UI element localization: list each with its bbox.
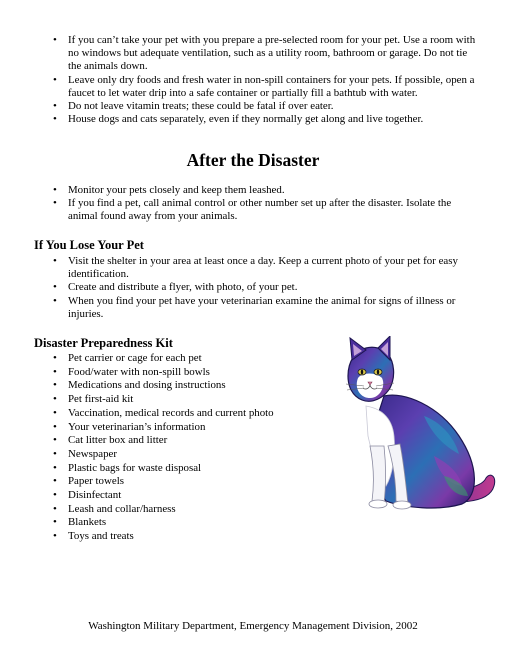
footer-credit: Washington Military Department, Emergency Management Division, 2002 [88,620,418,632]
list-item: • House dogs and cats separately, even if they normally get along and live together. [53,113,424,126]
bullet-icon: • [53,281,57,294]
bullet-icon: • [53,184,57,196]
list-item: • Do not leave vitamin treats; these could be fatal if over eater. [53,100,334,113]
list-item: • Medications and dosing instructions [53,379,226,392]
list-item: • Your veterinarian’s information [53,420,206,433]
bullet-icon: • [53,73,57,86]
bullet-icon: • [53,34,57,46]
bullet-icon: • [53,113,57,126]
bullet-icon: • [53,447,57,460]
list-item: • Leash and collar/harness [53,502,176,515]
bullet-icon: • [53,294,57,307]
list-item: • If you can’t take your pet with you prepare a pre-selected room for your pet. Use a room with no windows but adequate ventilation, such as a utility room, bathroom or garage. Do not tie the animals down. [53,34,476,73]
list-item: • Create and distribute a flyer, with photo, of your pet. [53,281,298,294]
bullet-icon: • [53,489,57,502]
list-item: • Pet carrier or cage for each pet [53,352,202,364]
bullet-icon: • [53,365,57,378]
lose-pet-list [53,255,480,321]
list-item: • Blankets [53,516,107,529]
list-item: • Disinfectant [53,489,122,502]
list-item: • Toys and treats [53,530,134,543]
list-item: • Newspaper [53,447,117,460]
list-item: • When you find your pet have your veterinarian examine the animal for signs of illness or injuries. [53,294,456,320]
list-item: • Leave only dry foods and fresh water in non-spill containers for your pets. If possible, open a faucet to let water drip into a safe container or partially fill a bathtub with water. [53,73,475,99]
bullet-icon: • [53,379,57,392]
bullet-icon: • [53,516,57,529]
list-item: • Pet first-aid kit [53,393,134,406]
list-item: • Cat litter box and litter [53,434,168,447]
bullet-icon: • [53,197,57,210]
lose-pet-heading: If You Lose Your Pet [34,238,144,252]
bullet-icon: • [53,100,57,113]
bullet-icon: • [53,475,57,488]
list-item: • Visit the shelter in your area at least once a day. Keep a current photo of your pet for easy identification. [53,255,458,281]
bullet-icon: • [53,406,57,419]
list-item: • Food/water with non-spill bowls [53,365,210,378]
bullet-icon: • [53,502,57,515]
bullet-icon: • [53,352,57,364]
bullet-icon: • [53,393,57,406]
bullet-icon: • [53,461,57,474]
preparedness-kit-heading: Disaster Preparedness Kit [34,336,173,350]
after-disaster-heading: After the Disaster [186,150,320,170]
after-disaster-list [53,184,480,224]
bullet-icon: • [53,530,57,543]
bullet-icon: • [53,434,57,447]
bullet-icon: • [53,420,57,433]
list-item: • If you find a pet, call animal control or other number set up after the disaster. Isolate the animal found away from your animals. [53,197,452,223]
list-item: • Vaccination, medical records and current photo [53,406,274,419]
preparedness-kit-list [53,352,308,544]
bullet-icon: • [53,255,57,267]
list-item: • Monitor your pets closely and keep them leashed. [53,184,285,196]
cat-illustration [344,336,499,512]
pet-shelter-tips-list [53,34,480,126]
list-item: • Paper towels [53,475,124,488]
list-item: • Plastic bags for waste disposal [53,461,202,474]
